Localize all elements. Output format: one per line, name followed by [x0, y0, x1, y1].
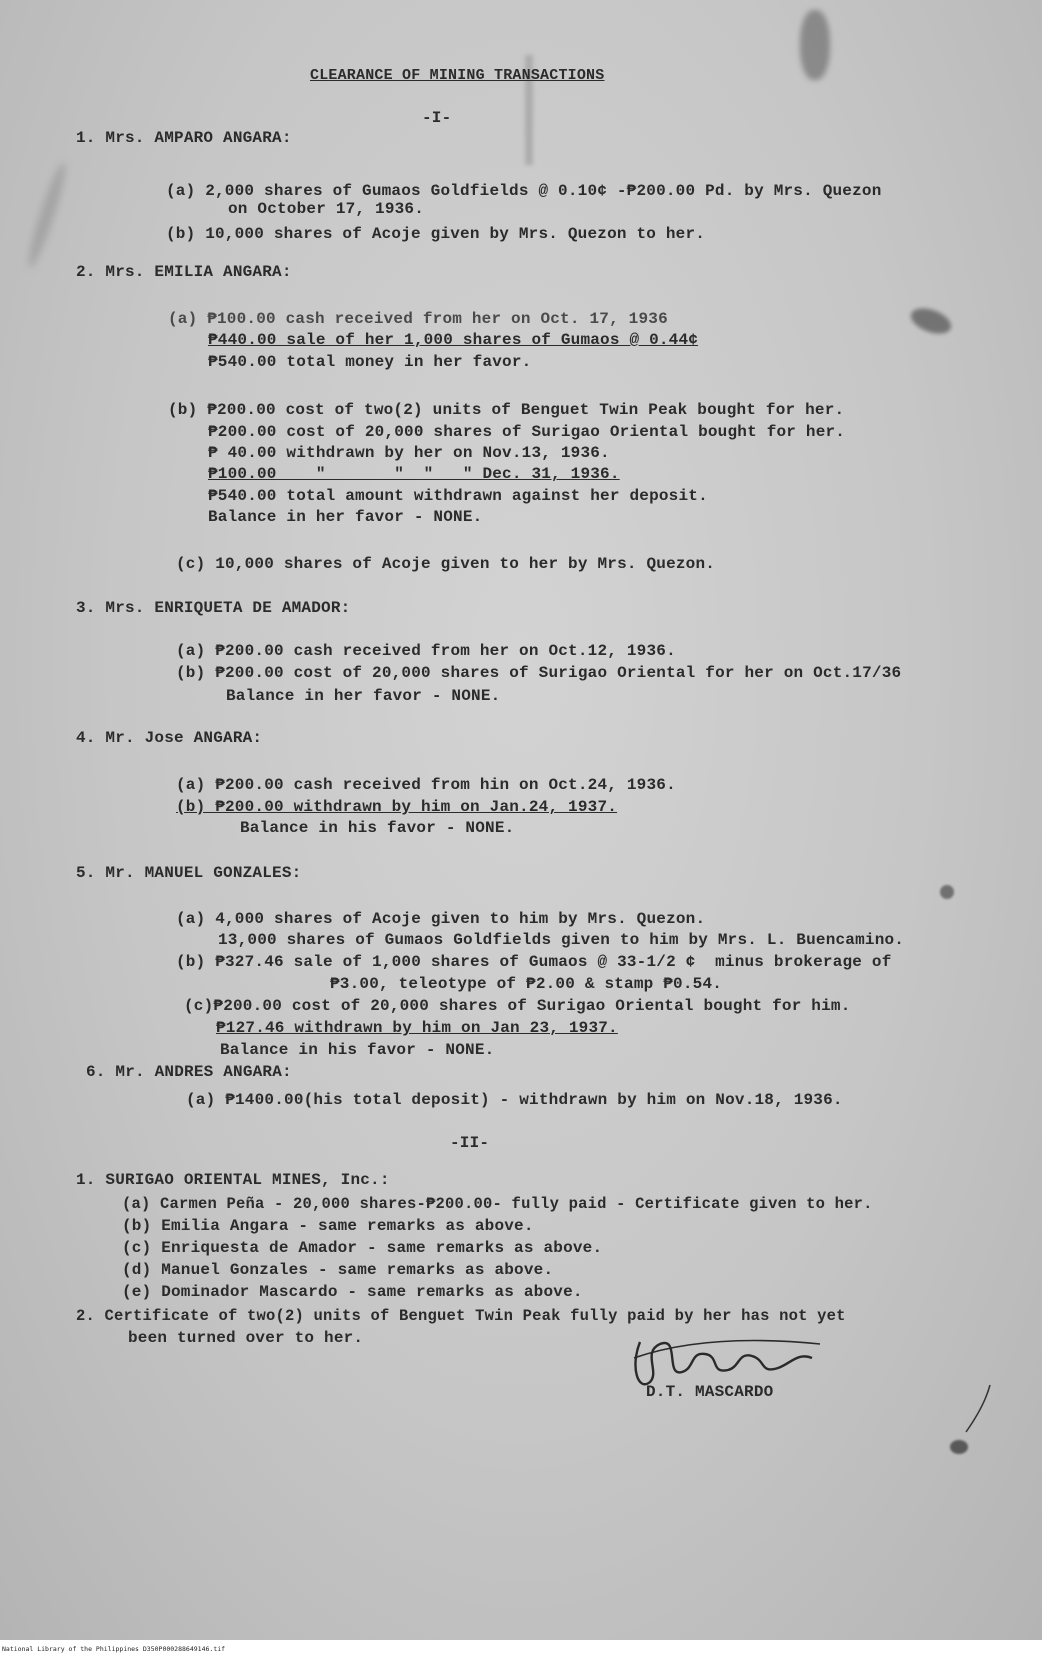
entry-line: (b) ₱200.00 cost of two(2) units of Benguet Twin Peak bought for her.	[168, 401, 845, 419]
entry-line: ₱440.00 sale of her 1,000 shares of Gumaos @ 0.44¢	[208, 331, 699, 349]
entry-line: (a) Carmen Peña - 20,000 shares-₱200.00- fully paid - Certificate given to her.	[122, 1195, 873, 1213]
entry-line: been turned over to her.	[128, 1329, 364, 1347]
stain-mark	[908, 303, 955, 338]
entry-line: (a) ₱200.00 cash received from her on Oct.12, 1936.	[176, 642, 676, 660]
section-marker: -I-	[422, 109, 452, 127]
entry-line: (c) 10,000 shares of Acoje given to her by Mrs. Quezon.	[176, 555, 716, 573]
entry-heading: 2. Certificate of two(2) units of Benguet Twin Peak fully paid by her has not yet	[76, 1307, 846, 1325]
entry-line: ₱ 40.00 withdrawn by her on Nov.13, 1936.	[208, 444, 610, 462]
entry-line: (b) ₱200.00 withdrawn by him on Jan.24, 1937.	[176, 798, 618, 816]
section-marker: -II-	[450, 1134, 490, 1152]
entry-line: (c) Enriquesta de Amador - same remarks as above.	[122, 1239, 603, 1257]
entry-heading: 5. Mr. MANUEL GONZALES:	[76, 864, 302, 882]
entry-line: (b) Emilia Angara - same remarks as above.	[122, 1217, 534, 1235]
entry-heading: 1. SURIGAO ORIENTAL MINES, Inc.:	[76, 1171, 390, 1189]
entry-heading: 6. Mr. ANDRES ANGARA:	[86, 1063, 292, 1081]
stain-mark	[23, 161, 70, 270]
footer-text: National Library of the Philippines D350P000288649146.tif	[2, 1645, 226, 1653]
entry-heading: 3. Mrs. ENRIQUETA DE AMADOR:	[76, 599, 351, 617]
entry-line: (a) ₱200.00 cash received from hin on Oct.24, 1936.	[176, 776, 676, 794]
entry-heading: 2. Mrs. EMILIA ANGARA:	[76, 263, 292, 281]
entry-line: Balance in his favor - NONE.	[220, 1041, 495, 1059]
entry-line: (d) Manuel Gonzales - same remarks as above.	[122, 1261, 554, 1279]
entry-line: 13,000 shares of Gumaos Goldfields given to him by Mrs. L. Buencamino.	[218, 931, 905, 949]
entry-line: Balance in her favor - NONE.	[226, 687, 501, 705]
entry-line: (a) 2,000 shares of Gumaos Goldfields @ 0.10¢ -₱200.00 Pd. by Mrs. Quezon	[166, 182, 882, 200]
entry-line: (a) ₱100.00 cash received from her on Oct. 17, 1936	[168, 310, 668, 328]
entry-line: ₱200.00 cost of 20,000 shares of Surigao Oriental bought for her.	[208, 423, 846, 441]
entry-line: ₱100.00 " " " " Dec. 31, 1936.	[208, 465, 620, 483]
entry-line: ₱540.00 total money in her favor.	[208, 353, 532, 371]
entry-line: (a) 4,000 shares of Acoje given to him by Mrs. Quezon.	[176, 910, 706, 928]
stain-mark	[940, 885, 954, 899]
stain-mark	[800, 10, 830, 80]
entry-line: (b) ₱200.00 cost of 20,000 shares of Surigao Oriental for her on Oct.17/36	[176, 664, 902, 682]
entry-line: (b) ₱327.46 sale of 1,000 shares of Gumaos @ 33-1/2 ¢ minus brokerage of	[176, 953, 892, 971]
entry-heading: 4. Mr. Jose ANGARA:	[76, 729, 263, 747]
entry-line: ₱540.00 total amount withdrawn against her deposit.	[208, 487, 708, 505]
entry-line: on October 17, 1936.	[228, 200, 425, 218]
archive-footer	[0, 1640, 1042, 1658]
entry-line: Balance in his favor - NONE.	[240, 819, 515, 837]
signatory-name: D.T. MASCARDO	[646, 1383, 774, 1401]
entry-line: ₱127.46 withdrawn by him on Jan 23, 1937.	[216, 1019, 618, 1037]
entry-line: (a) ₱1400.00(his total deposit) - withdrawn by him on Nov.18, 1936.	[186, 1091, 843, 1109]
stain-mark	[950, 1440, 968, 1454]
entry-line: Balance in her favor - NONE.	[208, 508, 483, 526]
pen-stroke-mark	[960, 1380, 1000, 1440]
entry-line: ₱3.00, teleotype of ₱2.00 & stamp ₱0.54.	[330, 975, 723, 993]
entry-line: (c)₱200.00 cost of 20,000 shares of Surigao Oriental bought for him.	[184, 997, 851, 1015]
entry-heading: 1. Mrs. AMPARO ANGARA:	[76, 129, 292, 147]
entry-line: (b) 10,000 shares of Acoje given by Mrs. Quezon to her.	[166, 225, 706, 243]
entry-line: (e) Dominador Mascardo - same remarks as above.	[122, 1283, 583, 1301]
document-title: CLEARANCE OF MINING TRANSACTIONS	[310, 67, 605, 84]
